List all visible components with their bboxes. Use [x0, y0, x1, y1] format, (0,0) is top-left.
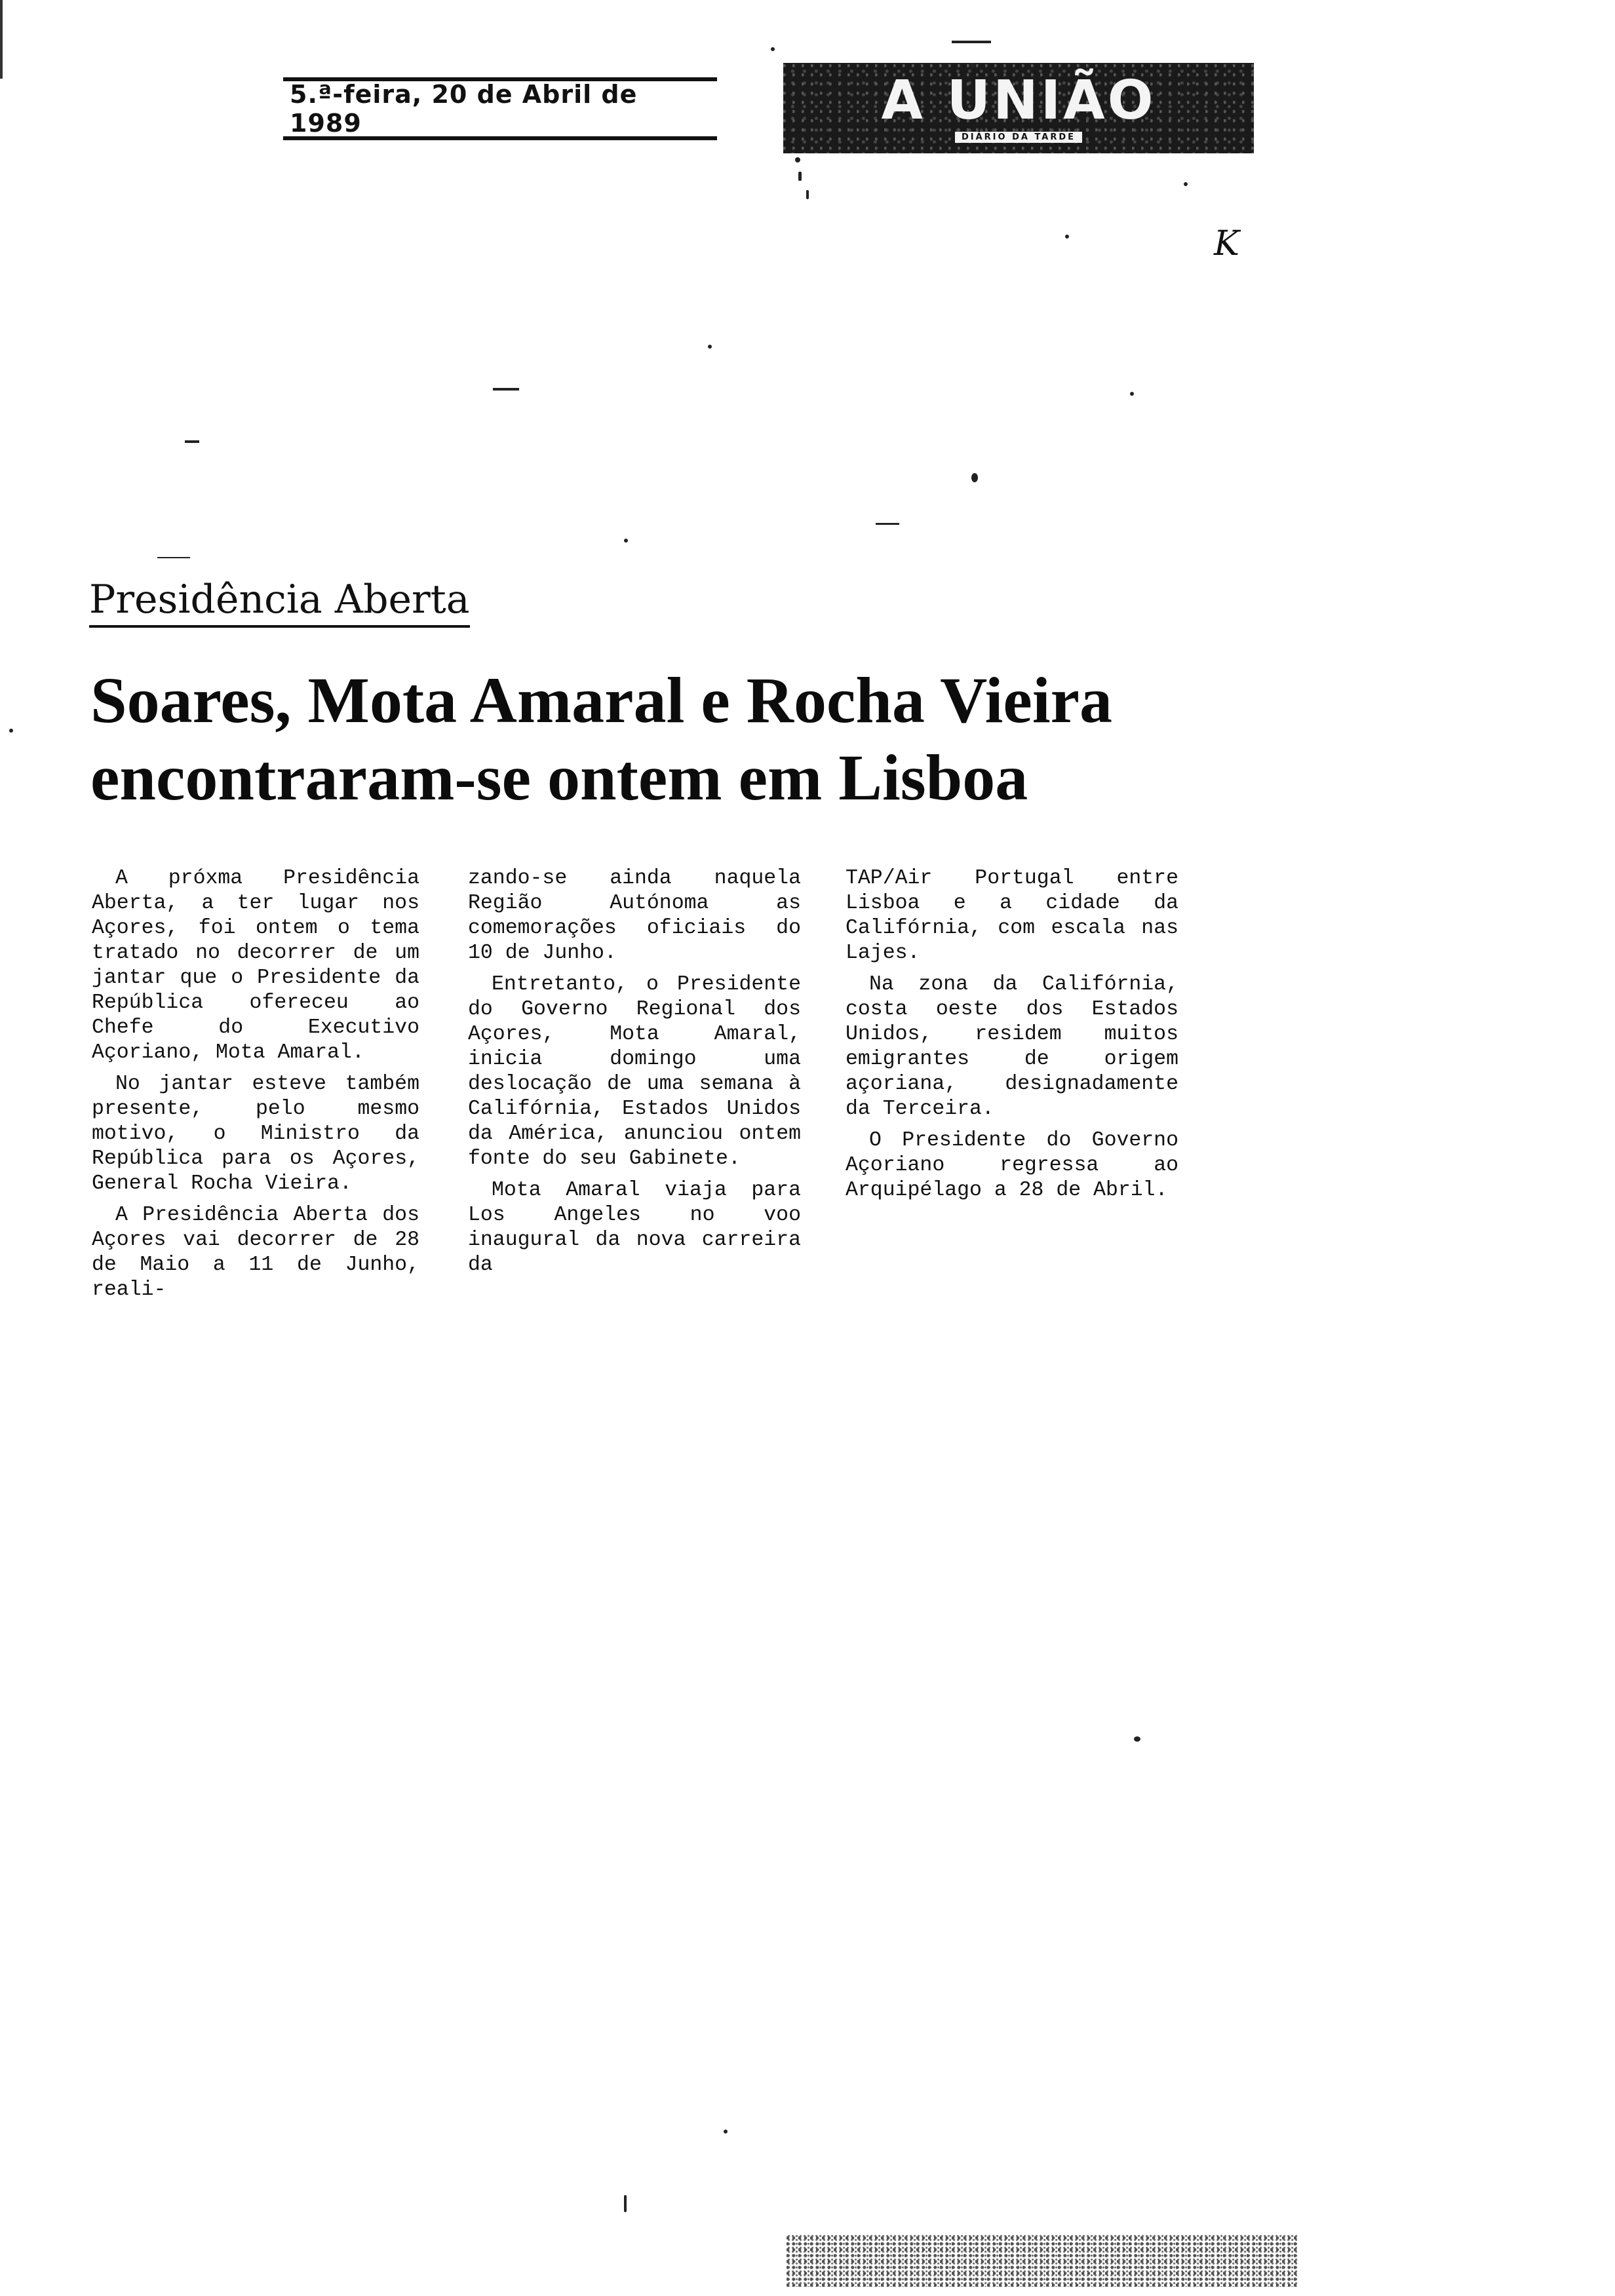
scan-speck: [1065, 235, 1069, 239]
article-paragraph: A Presidência Aberta dos Açores vai decorrer de 28 de Maio a 11 de Junho, reali-: [92, 1204, 419, 1301]
newspaper-masthead: [783, 63, 1254, 153]
page-edge-mark: [0, 0, 3, 79]
scan-speck: [624, 539, 628, 543]
scan-speck: [1134, 1736, 1140, 1742]
scan-speck: [708, 345, 712, 349]
scan-speck: [624, 2195, 627, 2212]
section-label: Presidência Aberta: [89, 577, 470, 628]
scan-speck: [970, 63, 975, 68]
publication-date: 5.ª-feira, 20 de Abril de 1989: [290, 80, 638, 138]
article-column-3: [846, 866, 1178, 1210]
scan-dash: [493, 388, 519, 391]
article-paragraph: A próxma Presidência Aberta, a ter lugar nos Açores, foi ontem o tema tratado no decorrer de um jantar que o Presidente da República ofereceu ao Chefe do Executivo Açoriano, Mota Amaral.: [92, 867, 419, 1064]
article-paragraph: Mota Amaral viaja para Los Angeles no voo inaugural da nova carreira da: [468, 1179, 801, 1276]
masthead-subtitle: DIÁRIO DA TARDE: [955, 132, 1082, 143]
masthead-title: A UNIÃO: [881, 69, 1156, 132]
scan-dash: [185, 440, 199, 443]
scan-speck: [798, 172, 802, 181]
scan-speck: [806, 190, 809, 199]
scan-speck: [795, 157, 800, 163]
scan-dash: [157, 557, 190, 558]
article-paragraph: TAP/Air Portugal entre Lisboa e a cidade da Califórnia, com escala nas Lajes.: [846, 867, 1178, 965]
headline: [90, 662, 1296, 816]
date-box: [283, 77, 717, 140]
article-paragraph: Entretanto, o Presidente do Governo Regional dos Açores, Mota Amaral, inicia domingo uma deslocação de uma semana à Califórnia, Estados Unidos da América, anunciou ontem fonte do seu Gabinete.: [468, 973, 801, 1170]
article-paragraph: O Presidente do Governo Açoriano regressa ao Arquipélago a 28 de Abril.: [846, 1129, 1178, 1202]
scan-smudge: [787, 2234, 1298, 2287]
scan-speck: [1130, 392, 1134, 396]
scan-speck: [771, 47, 775, 51]
scan-dash: [952, 41, 991, 43]
handwritten-mark: K: [1214, 224, 1239, 263]
scan-speck: [724, 2130, 728, 2133]
article-column-1: [92, 866, 419, 1309]
headline-line: encontraram-se ontem em Lisboa: [90, 741, 1028, 814]
article-column-2: [468, 866, 801, 1284]
scan-speck: [9, 729, 13, 733]
scan-speck: [971, 473, 978, 482]
scan-dash: [876, 523, 899, 525]
scan-speck: [1184, 182, 1188, 186]
article-paragraph: Na zona da Califórnia, costa oeste dos Estados Unidos, residem muitos emigrantes de origem açoriana, designadamente da Terceira.: [846, 973, 1178, 1120]
article-paragraph: No jantar esteve também presente, pelo mesmo motivo, o Ministro da República para os Açores, General Rocha Vieira.: [92, 1073, 419, 1195]
article-paragraph: zando-se ainda naquela Região Autónoma as comemorações oficiais do 10 de Junho.: [468, 867, 801, 965]
headline-line: Soares, Mota Amaral e Rocha Vieira: [90, 664, 1112, 737]
